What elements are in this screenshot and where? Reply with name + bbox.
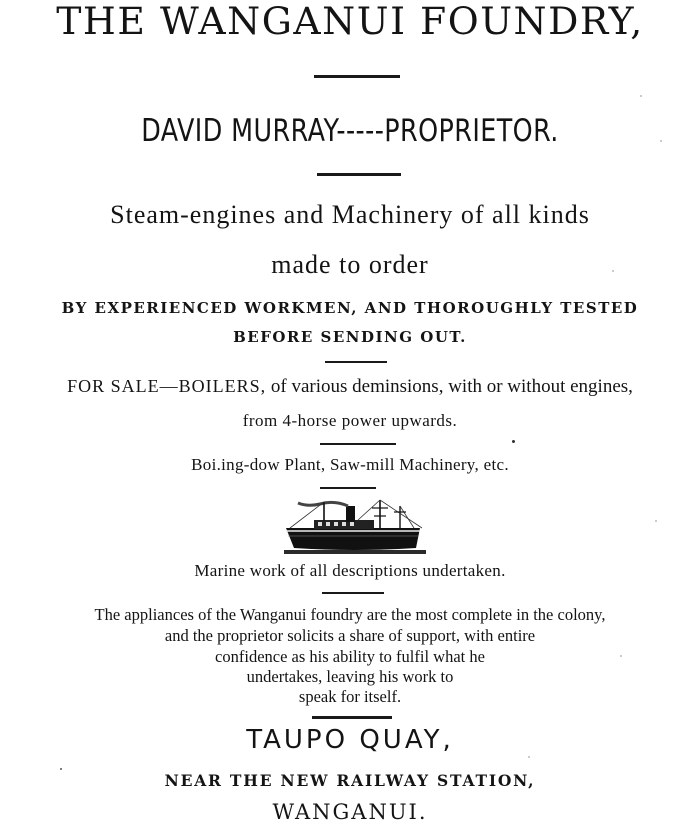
divider-rule [312,716,392,719]
workmen-line-2: BEFORE SENDING OUT. [233,328,467,346]
divider-rule [320,443,396,445]
divider-rule [314,75,400,78]
print-speck [60,768,62,770]
for-sale-heading: FOR SALE—BOILERS, [67,376,267,396]
paragraph-line: and the proprietor solicits a share of support, with entire [164,626,536,645]
for-sale-line [0,376,700,398]
paragraph-line: The appliances of the Wanganui foundry are the most complete in the colony, [94,605,606,624]
water-line [284,550,426,554]
products-line: Boi.ing-dow Plant, Saw-mill Machinery, etc. [191,455,509,474]
divider-rule [322,592,384,594]
print-speck [620,655,622,657]
tagline-line-1: Steam-engines and Machinery of all kinds [110,200,590,229]
print-speck [512,440,515,443]
steamship-illustration [284,498,426,560]
ship-funnel [346,506,355,522]
for-sale-detail: of various deminsions, with or without engines, [270,376,633,397]
workmen-line-1: BY EXPERIENCED WORKMEN, AND THOROUGHLY TESTED [61,299,639,317]
address-near: NEAR THE NEW RAILWAY STATION, [164,771,536,790]
paragraph-line: confidence as his ability to fulfil what he [215,647,485,666]
print-speck [528,756,530,758]
divider-rule [320,487,376,489]
print-speck [660,140,662,142]
print-speck [612,270,614,272]
print-speck [640,95,642,97]
horse-power-line: from 4-horse power upwards. [242,411,458,430]
proprietor-line: DAVID MURRAY-----PROPRIETOR. [141,113,559,149]
divider-rule [317,173,401,176]
paragraph-line: undertakes, leaving his work to [246,667,454,686]
print-speck [655,520,657,522]
tagline-line-2: made to order [271,250,429,279]
divider-rule [325,361,387,363]
marine-work-line: Marine work of all descriptions undertaken. [194,561,506,580]
address-street: TAUPO QUAY, [246,725,454,755]
address-city: WANGANUI. [272,800,428,824]
paragraph-line: speak for itself. [298,687,402,706]
advertisement-title: THE WANGANUI FOUNDRY, [56,0,644,43]
